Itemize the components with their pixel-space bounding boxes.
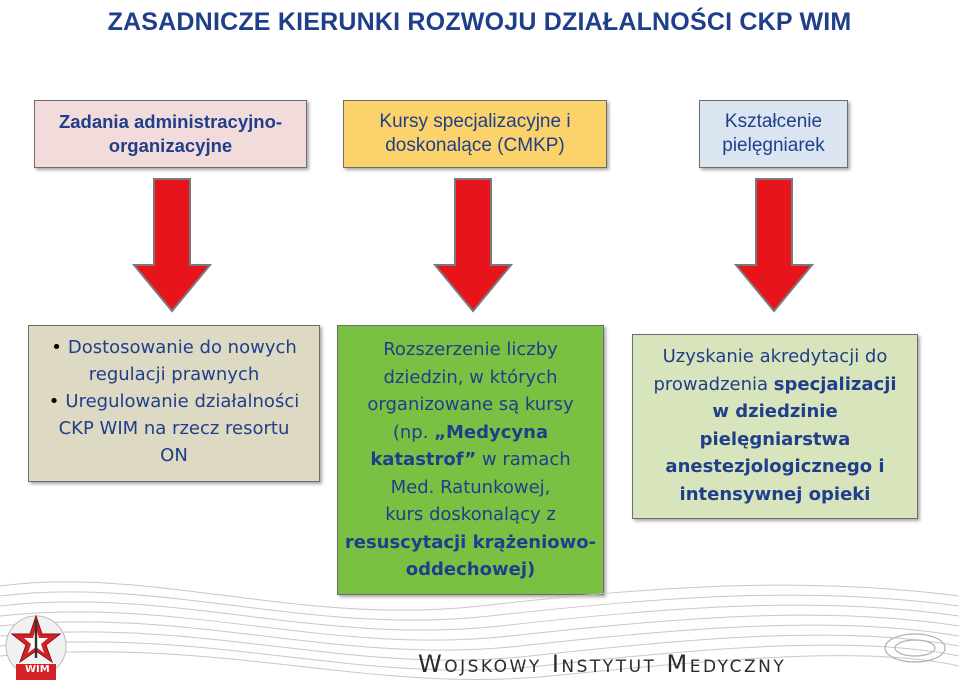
text-bold: katastrof”: [370, 449, 477, 470]
box-e-line: Rozszerzenie liczby: [383, 339, 558, 360]
institute-name: Wojskowy Instytut Medyczny: [418, 650, 787, 678]
box-a-line: Zadania administracyjno-: [58, 111, 283, 132]
box-c-line: pielęgniarek: [722, 135, 825, 156]
box-f-line: Uzyskanie akredytacji do: [662, 346, 888, 367]
bullet-icon: •: [51, 337, 62, 358]
box-e-line: oddechowej): [405, 559, 536, 580]
box-e-line: Med. Ratunkowej,: [390, 476, 551, 498]
box-c-line: Kształcenie: [724, 111, 823, 132]
box-b-line: doskonalące (CMKP): [385, 135, 565, 156]
box-specialization-courses: [343, 100, 607, 168]
box-e-line: organizowane są kursy: [367, 394, 574, 415]
text: prowadzenia: [653, 373, 774, 395]
bullet-text: Uregulowanie działalności: [65, 391, 300, 412]
text-bold: „Medycyna: [434, 421, 549, 443]
box-e-line: [344, 446, 597, 474]
box-f-line: [639, 371, 911, 399]
logo-text: WIM: [25, 664, 50, 675]
bullet-text: regulacji prawnych: [88, 364, 260, 385]
box-f-line: pielęgniarstwa: [699, 428, 851, 450]
box-accreditation: [632, 334, 918, 519]
box-e-line: dziedzin, w których: [383, 366, 558, 388]
box-legal-adjustments: [28, 325, 320, 482]
bullet-text: Dostosowanie do nowych: [67, 337, 297, 358]
box-f-line: w dziedzinie: [712, 401, 838, 422]
bullet-item: [39, 334, 309, 361]
box-e-line: kurs doskonalący z: [385, 504, 556, 525]
box-nurse-education: [699, 100, 848, 168]
box-f-line: intensywnej opieki: [679, 483, 871, 505]
box-e-line: resuscytacji krążeniowo-: [344, 531, 597, 553]
wim-logo: [0, 598, 72, 698]
bullet-icon: •: [48, 391, 60, 412]
box-b-line: Kursy specjalizacyjne i: [379, 111, 571, 132]
down-arrow-icon: [433, 177, 513, 315]
page-title: ZASADNICZE KIERUNKI ROZWOJU DZIAŁALNOŚCI CKP WIM: [107, 8, 852, 36]
down-arrow-icon: [734, 177, 814, 315]
down-arrow-icon: [132, 177, 212, 315]
box-administrative-tasks: [34, 100, 307, 168]
box-e-line: [344, 419, 597, 447]
text: (np.: [392, 421, 435, 443]
bullet-text: ON: [160, 445, 188, 466]
box-a-line: organizacyjne: [108, 135, 233, 156]
text: w ramach: [476, 449, 571, 470]
text-bold: specjalizacji: [773, 373, 897, 395]
bullet-text: CKP WIM na rzecz resortu: [58, 418, 290, 439]
box-f-line: anestezjologicznego i: [665, 456, 885, 477]
box-course-expansion: [337, 325, 604, 595]
bullet-item: [39, 388, 309, 415]
